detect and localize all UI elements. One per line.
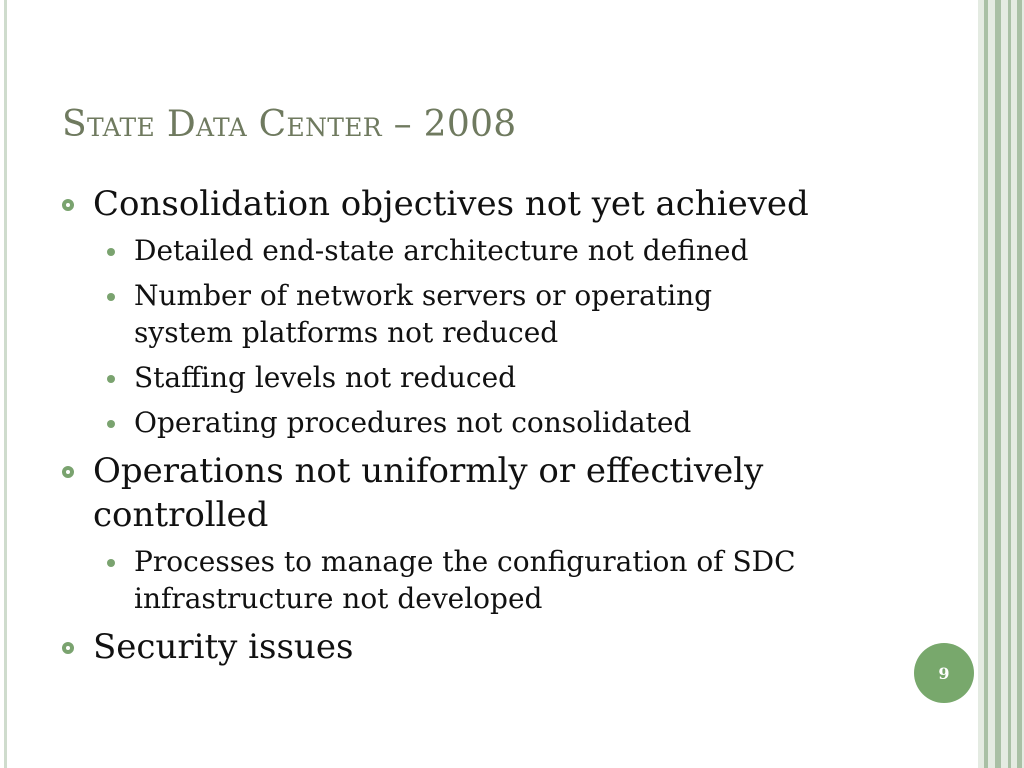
bullet-text: Consolidation objectives not yet achieved	[93, 184, 809, 224]
dot-bullet-icon	[107, 248, 115, 256]
ring-bullet-icon	[62, 199, 74, 211]
right-decorative-stripe	[1017, 0, 1022, 768]
bullet-item	[62, 625, 892, 669]
sub-bullet-text: Number of network servers or operating system platforms not reduced	[134, 279, 713, 349]
right-decorative-stripe	[995, 0, 1001, 768]
ring-bullet-icon	[62, 642, 74, 654]
sub-bullet-text: Processes to manage the configuration of SDC infrastructure not developed	[134, 545, 796, 615]
right-decorative-stripe	[1008, 0, 1011, 768]
ring-bullet-icon	[62, 466, 74, 478]
dot-bullet-icon	[107, 559, 115, 567]
slide-body	[62, 182, 892, 675]
sub-bullet-list	[62, 543, 892, 617]
dot-bullet-icon	[107, 293, 115, 301]
bullet-text: Operations not uniformly or effectively controlled	[93, 451, 764, 535]
left-decorative-rule	[4, 0, 7, 768]
page-number-badge	[914, 643, 974, 703]
sub-bullet-text: Detailed end-state architecture not defined	[134, 234, 749, 267]
sub-bullet-list	[62, 232, 892, 441]
dot-bullet-icon	[107, 375, 115, 383]
sub-bullet-text: Staffing levels not reduced	[134, 361, 517, 394]
bullet-item	[62, 182, 892, 226]
bullet-item	[62, 449, 833, 537]
sub-bullet-item	[134, 232, 892, 269]
slide-title: State Data Center – 2008	[62, 104, 517, 145]
page-number: 9	[938, 663, 950, 683]
sub-bullet-item	[134, 404, 892, 441]
sub-bullet-item	[134, 359, 892, 396]
sub-bullet-text: Operating procedures not consolidated	[134, 406, 692, 439]
bullet-text: Security issues	[93, 627, 354, 667]
right-decorative-stripe	[984, 0, 988, 768]
sub-bullet-item	[134, 543, 874, 617]
dot-bullet-icon	[107, 420, 115, 428]
sub-bullet-item	[134, 277, 794, 351]
